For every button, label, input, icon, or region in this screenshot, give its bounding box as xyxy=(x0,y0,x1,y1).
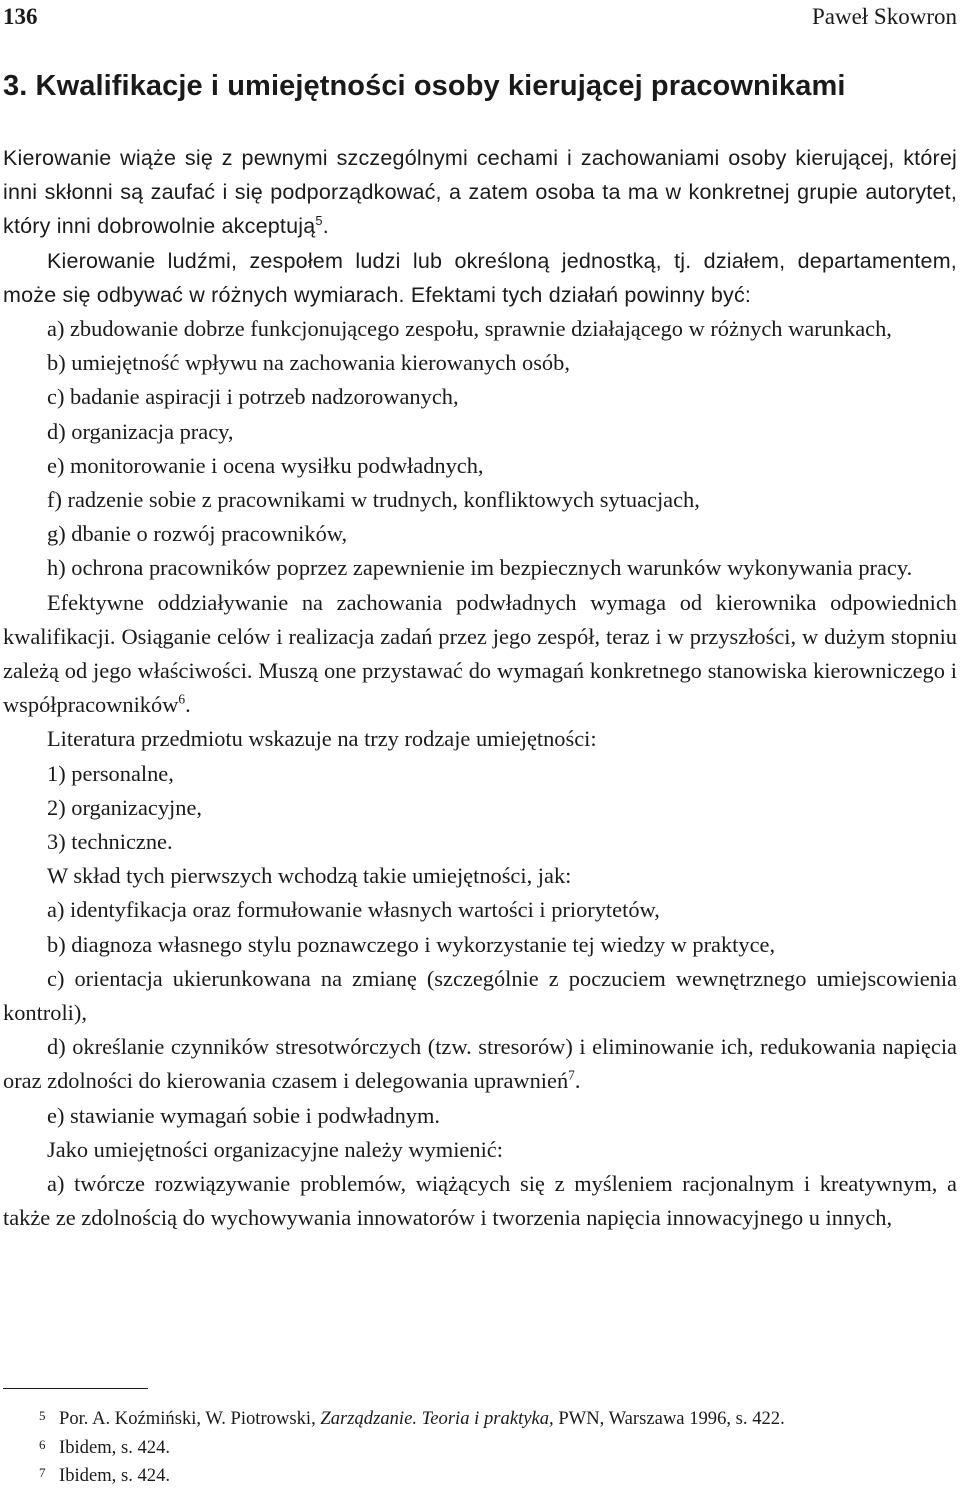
paragraph: Jako umiejętności organizacyjne należy wymienić: xyxy=(47,1136,503,1162)
running-author: Paweł Skowron xyxy=(811,4,957,29)
running-header xyxy=(3,4,957,34)
list-item: e) stawianie wymagań sobie i podwładnym. xyxy=(47,1102,440,1128)
list-item: e) monitorowanie i ocena wysiłku podwładnych, xyxy=(47,452,484,478)
page-number: 136 xyxy=(3,4,38,29)
footnote-divider xyxy=(3,1388,148,1389)
paragraph: W skład tych pierwszych wchodzą takie umiejętności, jak: xyxy=(47,863,572,889)
footnote: 6 Ibidem, s. 424. xyxy=(3,1434,957,1463)
footnote-number: 7 xyxy=(39,1465,46,1480)
list-item: d) określanie czynników stresotwórczych (tzw. stresorów) i eliminowanie ich, redukowania napięcia oraz zdolności do kierowania czasem i delegowania uprawnień$^7$. xyxy=(3,1034,957,1094)
list-item: b) umiejętność wpływu na zachowania kierowanych osób, xyxy=(47,350,570,376)
paragraph: Literatura przedmiotu wskazuje na trzy rodzaje umiejętności: xyxy=(47,726,597,752)
list-item: c) orientacja ukierunkowana na zmianę (szczególnie z poczuciem wewnętrznego umiejscowienia kontroli), xyxy=(3,965,957,1026)
paragraph: Kierowanie ludźmi, zespołem ludzi lub określoną jednostką, tj. działem, departamentem, może się odbywać w różnych wymiarach. Efektami tych działań powinny być: xyxy=(3,248,957,307)
list-item: b) diagnoza własnego stylu poznawczego i wykorzystanie tej wiedzy w praktyce, xyxy=(47,931,776,957)
list-item: h) ochrona pracowników poprzez zapewnienie im bezpiecznych warunków wykonywania pracy. xyxy=(47,555,913,581)
document-page xyxy=(3,0,957,1492)
footnote-number: 5 xyxy=(39,1408,46,1423)
list-item: f) radzenie sobie z pracownikami w trudnych, konfliktowych sytuacjach, xyxy=(47,487,700,513)
list-item: 2) organizacyjne, xyxy=(47,794,203,820)
paragraph: Efektywne oddziaływanie na zachowania podwładnych wymaga od kierownika odpowiednich kwalifikacji. Osiąganie celów i realizacja zadań przez jego zespół, teraz i w przyszłości, w dużym stopniu zależą od jego właściwości. Muszą one przystawać do wymagań konkretnego stanowiska kierowniczego i współpracowników$^6$. xyxy=(3,589,957,718)
list-item: 1) personalne, xyxy=(47,760,174,786)
list-item: d) organizacja pracy, xyxy=(47,418,234,444)
footnote-ref: 6 xyxy=(178,691,186,707)
footnotes xyxy=(3,1405,957,1491)
paragraph: Kierowanie wiąże się z pewnymi szczególnymi cechami i zachowaniami osoby kierującej, której inni skłonni są zaufać i się podporządkować, a zatem osoba ta ma w konkretnej grupie autorytet, który inni dobrowolnie akceptują$^5$. xyxy=(3,146,957,239)
section-title: 3. Kwalifikacje i umiejętności osoby kierującej pracownikami xyxy=(3,70,846,102)
list-item: c) badanie aspiracji i potrzeb nadzorowanych, xyxy=(47,384,459,410)
list-item: a) zbudowanie dobrze funkcjonującego zespołu, sprawnie działającego w różnych warunkach, xyxy=(47,316,892,342)
cited-title: Zarządzanie. Teoria i praktyka, xyxy=(320,1408,554,1429)
footnote: 7 Ibidem, s. 424. xyxy=(3,1462,957,1491)
footnote: 5 Por. A. Koźmiński, W. Piotrowski, Zarządzanie. Teoria i praktyka, PWN, Warszawa 1996, s. 422. xyxy=(3,1405,957,1434)
list-item: a) twórcze rozwiązywanie problemów, wiążących się z myśleniem racjonalnym i kreatywnym, a także ze zdolnością do wychowywania innowatorów i tworzenia napięcia innowacyjnego u innych, xyxy=(3,1171,957,1231)
body-text xyxy=(3,141,957,1236)
footnote-ref: 5 xyxy=(315,213,323,229)
list-item: a) identyfikacja oraz formułowanie własnych wartości i priorytetów, xyxy=(47,897,660,923)
footnote-ref: 7 xyxy=(568,1068,575,1084)
list-item: g) dbanie o rozwój pracowników, xyxy=(47,521,348,547)
footnote-number: 6 xyxy=(39,1436,46,1452)
list-item: 3) techniczne. xyxy=(47,829,173,855)
